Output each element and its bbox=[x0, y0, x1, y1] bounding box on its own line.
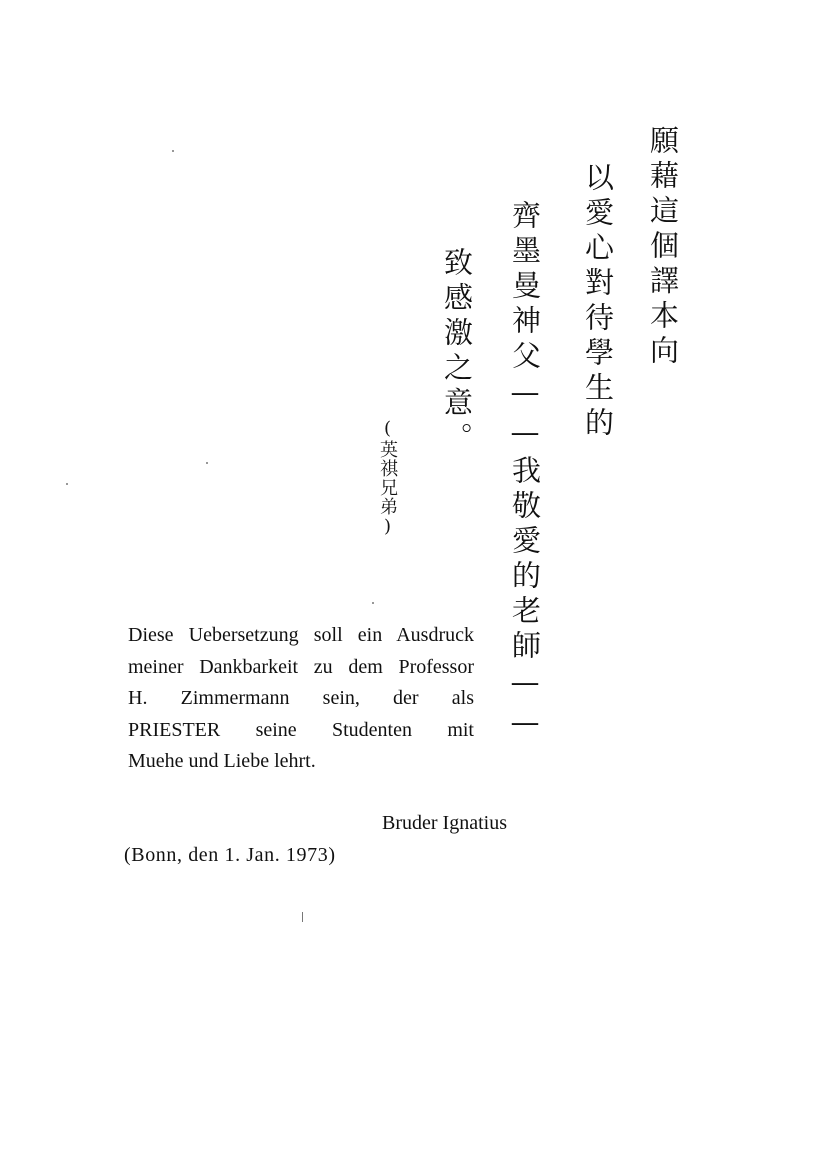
chinese-column-4: 致感激之意。 bbox=[440, 247, 474, 457]
german-line-5: Muehe und Liebe lehrt. bbox=[128, 750, 316, 772]
scan-speck bbox=[172, 150, 174, 152]
scan-speck bbox=[206, 462, 208, 464]
german-dedication bbox=[128, 620, 474, 778]
place-date: (Bonn, den 1. Jan. 1973) bbox=[124, 844, 336, 866]
scan-speck bbox=[302, 912, 303, 922]
german-line-1: Diese Uebersetzung soll ein Ausdruck bbox=[128, 624, 474, 646]
chinese-column-3: 齊墨曼神父——我敬愛的老師—— bbox=[508, 200, 542, 745]
german-line-2: meiner Dankbarkeit zu dem Professor bbox=[128, 655, 474, 678]
scan-speck bbox=[372, 602, 374, 604]
chinese-column-1: 願藉這個譯本向 bbox=[646, 125, 680, 370]
signer-name: Bruder Ignatius bbox=[382, 812, 507, 834]
german-line-4: PRIESTER seine Studenten mit bbox=[128, 718, 474, 741]
german-line-3: H. Zimmermann sein, der als bbox=[128, 687, 474, 709]
scan-speck bbox=[66, 483, 68, 485]
chinese-column-2: 以愛心對待學生的 bbox=[581, 162, 615, 442]
chinese-signature: (英祺兄弟) bbox=[377, 418, 398, 538]
